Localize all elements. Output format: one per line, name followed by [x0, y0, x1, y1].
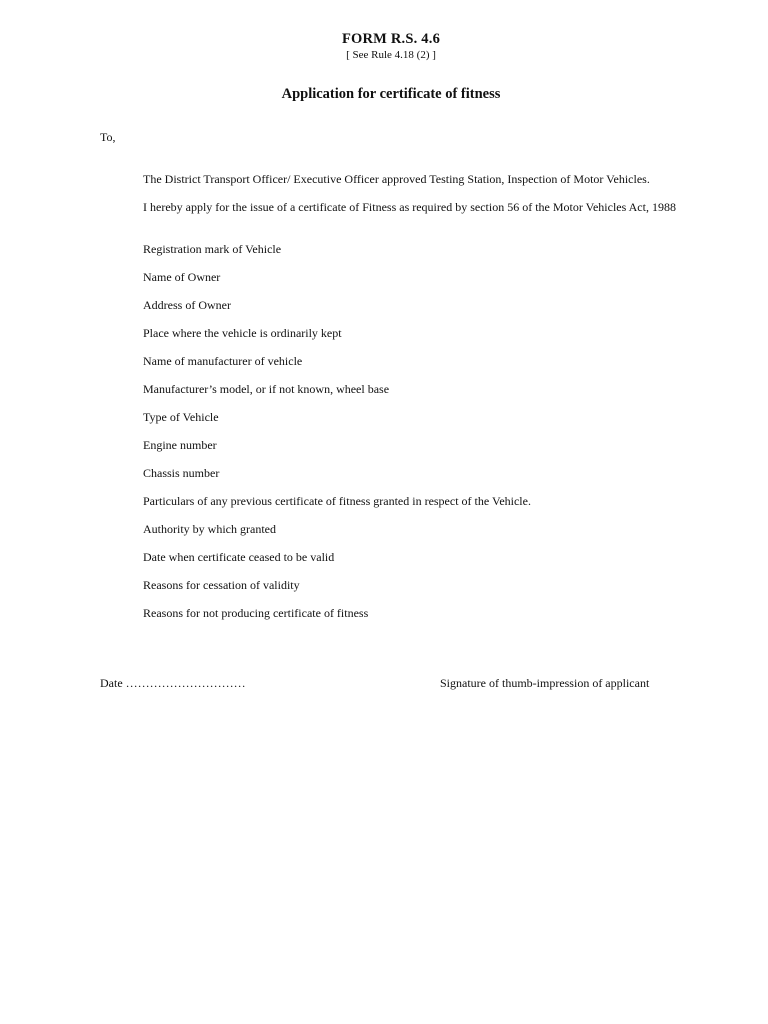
field-vehicle-type: Type of Vehicle — [143, 410, 219, 424]
field-certificate-expiry-date: Date when certificate ceased to be valid — [143, 550, 335, 564]
field-not-producing-reasons: Reasons for not producing certificate of fitness — [143, 606, 369, 620]
field-granting-authority: Authority by which granted — [143, 522, 276, 536]
date-field: Date ………………………… — [100, 676, 246, 690]
addressee-line: The District Transport Officer/ Executive Officer approved Testing Station, Inspection of Motor Vehicles. — [143, 172, 650, 186]
field-cessation-reasons: Reasons for cessation of validity — [143, 578, 300, 592]
field-owner-name: Name of Owner — [143, 270, 221, 284]
signature-field: Signature of thumb-impression of applicant — [440, 676, 650, 690]
declaration-line: I hereby apply for the issue of a certificate of Fitness as required by section 56 of the Motor Vehicles Act, 1988 — [143, 200, 676, 214]
form-title: FORM R.S. 4.6 — [341, 31, 441, 47]
field-previous-certificate: Particulars of any previous certificate of fitness granted in respect of the Vehicle. — [143, 494, 531, 508]
field-registration-mark: Registration mark of Vehicle — [143, 242, 282, 256]
field-owner-address: Address of Owner — [143, 298, 231, 312]
field-engine-number: Engine number — [143, 438, 217, 452]
field-list — [143, 242, 531, 634]
field-manufacturer-name: Name of manufacturer of vehicle — [143, 354, 303, 368]
rule-reference: [ See Rule 4.18 (2) ] — [346, 49, 436, 61]
field-manufacturer-model: Manufacturer’s model, or if not known, wheel base — [143, 382, 390, 396]
field-chassis-number: Chassis number — [143, 466, 220, 480]
field-vehicle-kept-place: Place where the vehicle is ordinarily kept — [143, 326, 342, 340]
application-title: Application for certificate of fitness — [281, 86, 501, 102]
salutation-to: To, — [100, 130, 116, 144]
